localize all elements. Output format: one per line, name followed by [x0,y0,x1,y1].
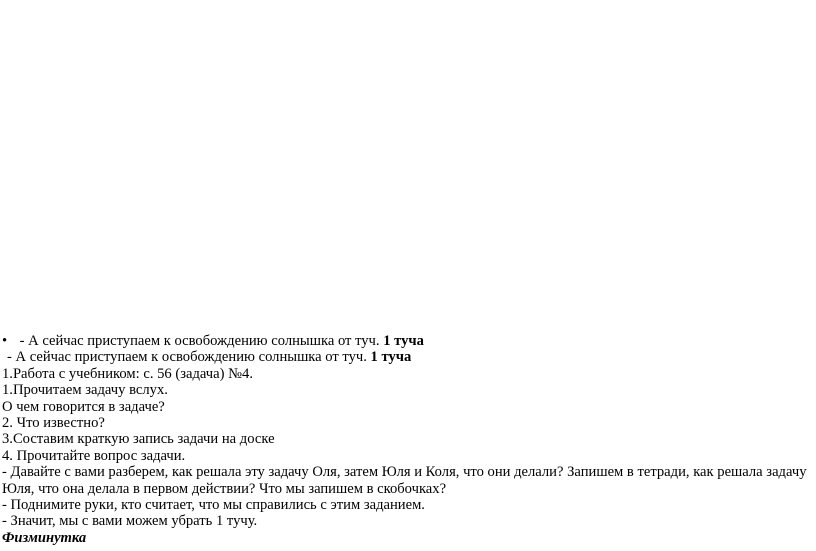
line-discuss-solutions: - Давайте с вами разберем, как решала эту задачу Оля, затем Юля и Коля, что они делали? Запишем в тетради, как решала задачу [2,464,807,481]
line-read-aloud: 1.Прочитаем задачу вслух. [2,382,168,399]
bullet-line-liberation [0,333,816,349]
line-text: - А сейчас приступаем к освобождению солнышка от туч. [16,333,384,349]
line-text: - А сейчас приступаем к освобождению солнышка от туч. [7,349,371,366]
line-bold-text: 1 туча [383,333,424,349]
line-what-known: 2. Что известно? [2,414,105,431]
line-what-about: О чем говорится в задаче? [2,398,165,415]
document-body [0,333,816,546]
line-raise-hands: - Поднимите руки, кто считает, что мы справились с этим заданием. [2,496,425,513]
line-physical-break: Физминутка [2,529,87,546]
line-first-action: Юля, что она делала в первом действии? Что мы запишем в скобочках? [2,480,447,497]
line-bold-text: 1 туча [370,349,412,366]
bullet-icon: • [2,333,8,349]
line-read-question: 4. Прочитайте вопрос задачи. [2,447,186,464]
line-liberation-repeat [0,349,816,365]
line-textbook-work: 1.Работа с учебником: с. 56 (задача) №4. [2,365,253,382]
line-short-record: 3.Составим краткую запись задачи на доске [2,431,275,448]
line-remove-cloud: - Значит, мы с вами можем убрать 1 тучу. [2,513,258,530]
